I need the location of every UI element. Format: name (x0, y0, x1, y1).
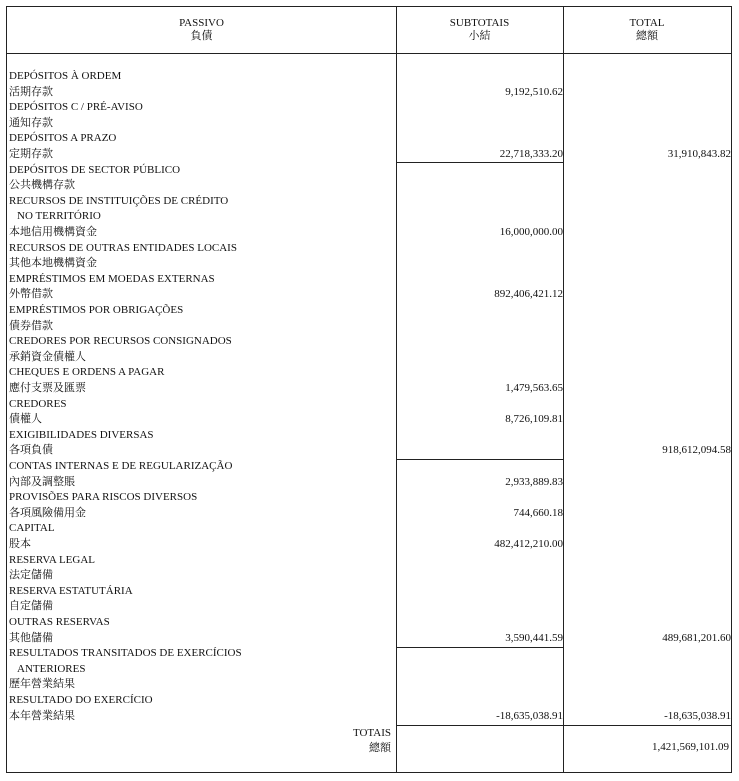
table-row (7, 490, 733, 506)
table-row (7, 631, 733, 647)
row-label: 內部及調整賬 (9, 475, 75, 488)
table-row (7, 256, 733, 272)
row-label: DEPÓSITOS DE SECTOR PÚBLICO (9, 163, 181, 176)
row-label: 本地信用機構資金 (9, 226, 97, 238)
row-subtotal: 2,933,889.83 (505, 475, 563, 488)
table-row (7, 241, 733, 257)
row-label: CREDORES POR RECURSOS CONSIGNADOS (9, 335, 232, 348)
row-total: 31,910,843.82 (667, 148, 731, 160)
row-label: 承銷資金債權人 (9, 350, 86, 363)
table-row (7, 521, 733, 537)
header-total (563, 7, 731, 53)
row-subtotal: 482,412,210.00 (494, 538, 563, 550)
table-row (7, 69, 733, 85)
table-row (7, 506, 733, 522)
header-passivo (7, 7, 396, 53)
row-subtotal: 1,479,563.65 (505, 382, 563, 394)
table-row (7, 568, 733, 584)
row-label: EXIGIBILIDADES DIVERSAS (9, 428, 154, 441)
row-label: 公共機構存款 (9, 179, 75, 192)
table-row (7, 397, 733, 413)
row-label: 定期存款 (9, 148, 53, 160)
row-label: 各項風險備用金 (9, 506, 86, 519)
table-row (7, 350, 733, 366)
row-label: EMPRÉSTIMOS POR OBRIGAÇÕES (9, 304, 184, 316)
header-passivo-zh: 負債 (190, 30, 213, 42)
row-total: 918,612,094.58 (662, 444, 731, 457)
row-label: RECURSOS DE OUTRAS ENTIDADES LOCAIS (9, 241, 237, 254)
table-row (7, 178, 733, 194)
row-label: 應付支票及匯票 (9, 382, 86, 394)
row-label: 債券借款 (9, 319, 53, 332)
header-divider (7, 53, 731, 54)
table-row (7, 475, 733, 491)
row-label: CAPITAL (9, 522, 55, 535)
row-label: 其他本地機構資金 (9, 257, 97, 270)
table-row (7, 365, 733, 381)
row-subtotal: 22,718,333.20 (499, 148, 563, 160)
totals-separator (396, 725, 731, 726)
row-subtotal: 744,660.18 (513, 506, 563, 519)
table-row (7, 381, 733, 397)
row-label: 各項負債 (9, 444, 53, 457)
row-label: CHEQUES E ORDENS A PAGAR (9, 366, 165, 379)
header-subtotais-pt: SUBTOTAIS (449, 17, 510, 29)
row-label: DEPÓSITOS À ORDEM (9, 70, 122, 82)
header-passivo-pt: PASSIVO (179, 17, 224, 29)
row-label: 其他儲備 (9, 631, 53, 644)
row-label: CREDORES (9, 397, 67, 410)
table-row (7, 677, 733, 693)
row-label: 外幣借款 (9, 288, 53, 301)
header-subtotais (396, 7, 563, 53)
row-label: 自定儲備 (9, 600, 53, 613)
table-row (7, 334, 733, 350)
row-label: 通知存款 (9, 116, 53, 129)
table-row (7, 709, 733, 725)
row-subtotal: 8,726,109.81 (505, 413, 563, 426)
table-row (7, 85, 733, 101)
table-row (7, 584, 733, 600)
row-label: 活期存款 (9, 85, 53, 98)
grand-total-value: 1,421,569,101.09 (652, 741, 729, 753)
row-label: CONTAS INTERNAS E DE REGULARIZAÇÃO (9, 460, 233, 472)
header-total-pt: TOTAL (629, 17, 665, 29)
table-row (7, 319, 733, 335)
row-subtotal: 3,590,441.59 (505, 631, 563, 644)
row-label: NO TERRITÓRIO (17, 210, 101, 223)
table-row (7, 428, 733, 444)
row-label: 法定儲備 (9, 569, 53, 582)
row-label: ANTERIORES (17, 662, 86, 675)
totals-label (353, 726, 391, 756)
table-row (7, 646, 733, 662)
row-label: 本年營業結果 (9, 709, 75, 722)
row-label: DEPÓSITOS C / PRÉ-AVISO (9, 101, 143, 114)
totals-label-pt: TOTAIS (352, 727, 391, 739)
table-row (7, 116, 733, 132)
row-label: OUTRAS RESERVAS (9, 616, 110, 628)
table-row (7, 599, 733, 615)
row-label: EMPRÉSTIMOS EM MOEDAS EXTERNAS (9, 272, 215, 285)
row-total: -18,635,038.91 (664, 709, 731, 722)
header-total-zh: 總額 (636, 30, 658, 42)
table-row (7, 412, 733, 428)
table-row (7, 662, 733, 678)
row-total: 489,681,201.60 (662, 631, 731, 644)
header-subtotais-zh: 小結 (468, 30, 491, 42)
totals-label-zh: 總額 (369, 742, 391, 754)
row-subtotal: 9,192,510.62 (505, 85, 563, 98)
row-label: 股本 (9, 538, 31, 550)
table-row (7, 209, 733, 225)
row-label: 歷年營業結果 (9, 678, 75, 691)
row-label: 債權人 (9, 413, 42, 426)
row-label: RECURSOS DE INSTITUIÇÕES DE CRÉDITO (9, 194, 229, 207)
row-subtotal: 892,406,421.12 (494, 288, 563, 301)
table-row (7, 553, 733, 569)
table-row (7, 131, 733, 147)
table-row (7, 147, 733, 163)
table-row (7, 537, 733, 553)
table-row (7, 225, 733, 241)
row-label: PROVISÕES PARA RISCOS DIVERSOS (9, 491, 198, 504)
row-subtotal: 16,000,000.00 (499, 226, 563, 238)
row-label: RESULTADOS TRANSITADOS DE EXERCÍCIOS (9, 647, 242, 660)
row-label: RESERVA LEGAL (9, 553, 96, 566)
table-row (7, 459, 733, 475)
row-label: DEPÓSITOS A PRAZO (9, 132, 117, 145)
table-row (7, 443, 733, 459)
balance-sheet-table (6, 6, 732, 773)
table-row (7, 303, 733, 319)
table-row (7, 194, 733, 210)
row-subtotal: -18,635,038.91 (496, 709, 563, 722)
table-row (7, 100, 733, 116)
row-label: RESULTADO DO EXERCÍCIO (9, 694, 153, 706)
row-label: RESERVA ESTATUTÁRIA (9, 584, 133, 597)
table-row (7, 615, 733, 631)
table-row (7, 163, 733, 179)
table-row (7, 287, 733, 303)
table-row (7, 693, 733, 709)
table-row (7, 272, 733, 288)
